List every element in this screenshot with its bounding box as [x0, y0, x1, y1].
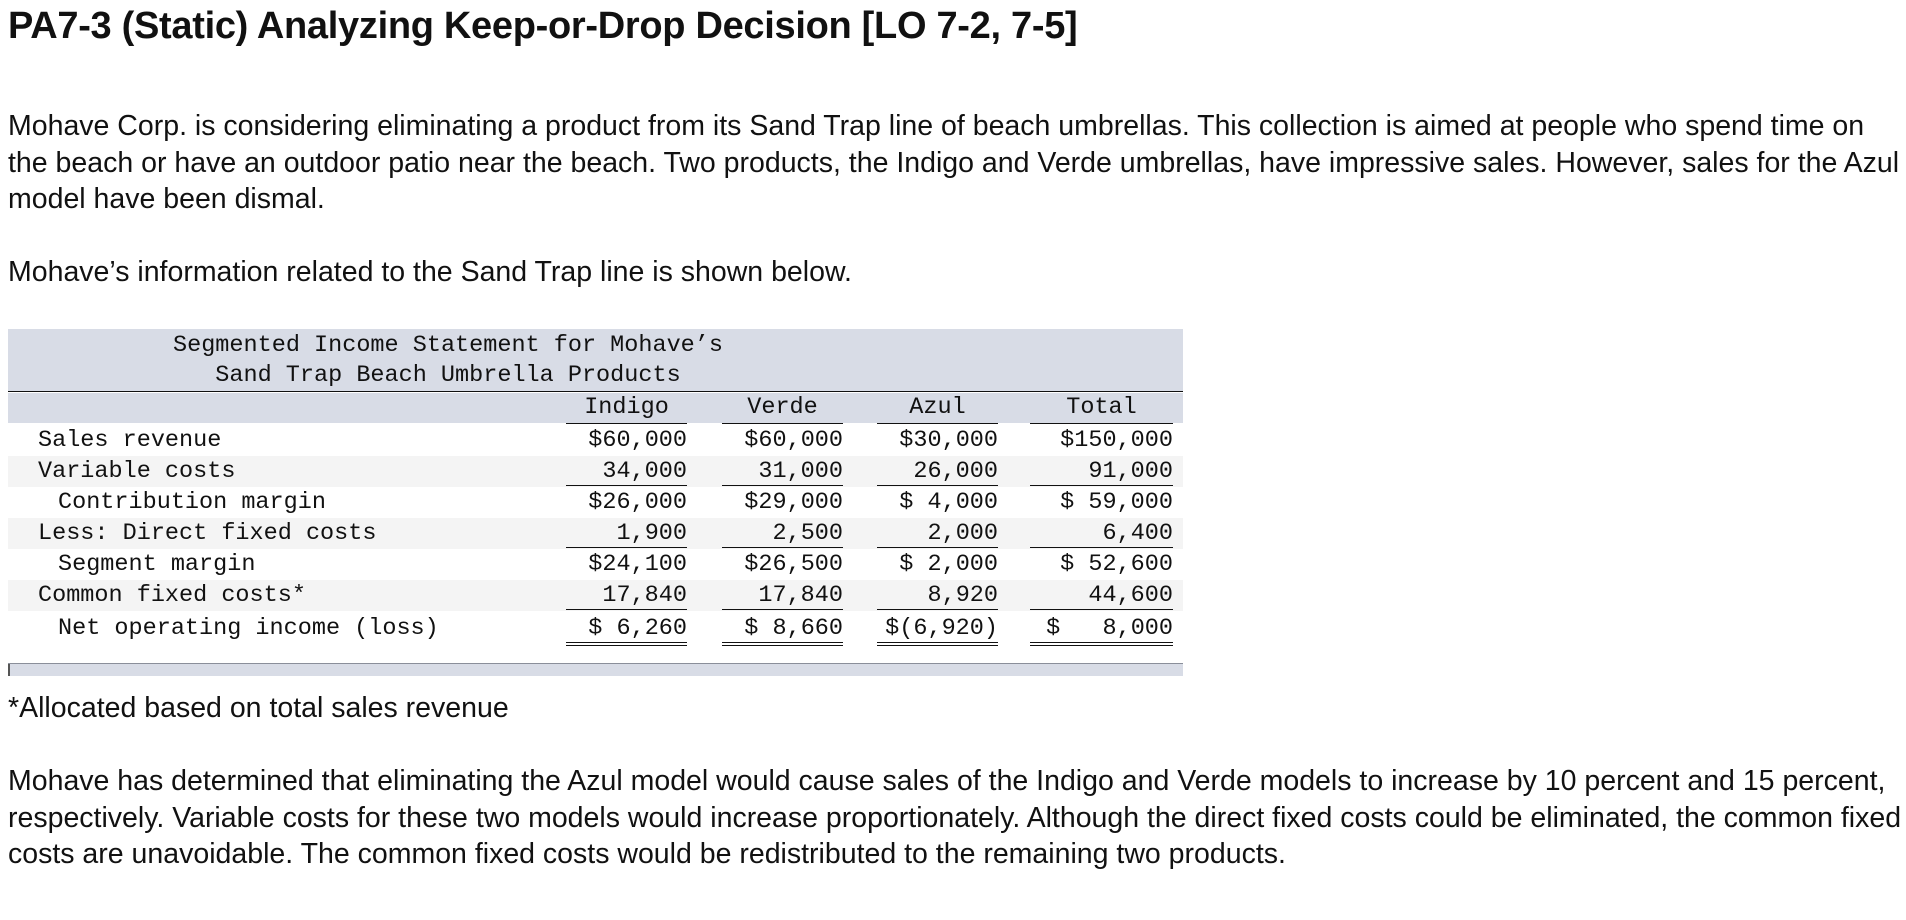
table-row: [8, 580, 1183, 611]
cell-value: 34,000: [566, 456, 687, 486]
statement-title-line1: Segmented Income Statement for Mohave’s: [173, 332, 723, 359]
cell-value: $26,000: [588, 489, 687, 516]
column-header-verde: Verde: [722, 393, 843, 424]
table-row: [8, 487, 1183, 518]
cell-value: $ 52,600: [1060, 551, 1173, 578]
row-label: Net operating income (loss): [58, 615, 439, 642]
cell-value: 17,840: [722, 580, 843, 610]
cell-value: 17,840: [566, 580, 687, 610]
table-row: [8, 549, 1183, 580]
statement-title-line2: Sand Trap Beach Umbrella Products: [215, 362, 681, 389]
column-header-row: [8, 393, 1183, 423]
cell-value: $30,000: [899, 427, 998, 454]
row-label: Segment margin: [58, 551, 256, 578]
segmented-income-statement: [8, 329, 1183, 677]
cell-value: $150,000: [1060, 427, 1173, 454]
row-label: Contribution margin: [58, 489, 326, 516]
column-header-indigo: Indigo: [566, 393, 687, 424]
table-row: [8, 425, 1183, 456]
intro-paragraph: Mohave Corp. is considering eliminating a product from its Sand Trap line of beach umbrellas. This collection is aimed at people who spend time on the beach or have an outdoor patio near the beach. Two products, the Indigo and Verde umbrellas, have impressive sales. However, sales for the Azul model have been dismal.: [8, 110, 1900, 215]
cell-value: 31,000: [722, 456, 843, 486]
cell-value: 26,000: [877, 456, 998, 486]
cell-value: 44,600: [1030, 580, 1173, 610]
cell-value: $(6,920): [877, 613, 998, 646]
statement-footer-bar: [8, 663, 1183, 676]
column-header-total: Total: [1030, 393, 1173, 424]
footnote: *Allocated based on total sales revenue: [8, 692, 509, 724]
cell-value: $ 59,000: [1060, 489, 1173, 516]
cell-value: $ 6,260: [566, 613, 687, 646]
row-label: Less: Direct fixed costs: [38, 520, 377, 547]
cell-value: $60,000: [744, 427, 843, 454]
page-title: PA7-3 (Static) Analyzing Keep-or-Drop Decision [LO 7-2, 7-5]: [8, 5, 1078, 47]
table-row: [8, 456, 1183, 487]
statement-header: [8, 329, 1183, 392]
cell-value: 2,500: [722, 518, 843, 548]
cell-value: 2,000: [877, 518, 998, 548]
cell-value: $24,100: [588, 551, 687, 578]
cell-value: 1,900: [566, 518, 687, 548]
scenario-paragraph: Mohave has determined that eliminating the Azul model would cause sales of the Indigo and Verde models to increase by 10 percent and 15 percent, respectively. Variable costs for these two models would increase proportionately. Although the direct fixed costs could be eliminated, the common fixed costs are unavoidable. The common fixed costs would be redistributed to the remaining two products.: [8, 765, 1902, 870]
row-label: Sales revenue: [38, 427, 222, 454]
column-header-azul: Azul: [877, 393, 998, 424]
cell-value: $ 2,000: [899, 551, 998, 578]
cell-value: $ 4,000: [899, 489, 998, 516]
row-label: Variable costs: [38, 458, 236, 485]
table-row: [8, 613, 1183, 644]
cell-value: 8,920: [877, 580, 998, 610]
table-row: [8, 518, 1183, 549]
info-paragraph: Mohave’s information related to the Sand Trap line is shown below.: [8, 256, 852, 288]
cell-value: 91,000: [1030, 456, 1173, 486]
cell-value: $ 8,660: [722, 613, 843, 646]
row-label: Common fixed costs*: [38, 582, 306, 609]
cell-value: 6,400: [1030, 518, 1173, 548]
cell-value: $60,000: [588, 427, 687, 454]
cell-value: $26,500: [744, 551, 843, 578]
cell-value: $ 8,000: [1030, 613, 1173, 646]
cell-value: $29,000: [744, 489, 843, 516]
